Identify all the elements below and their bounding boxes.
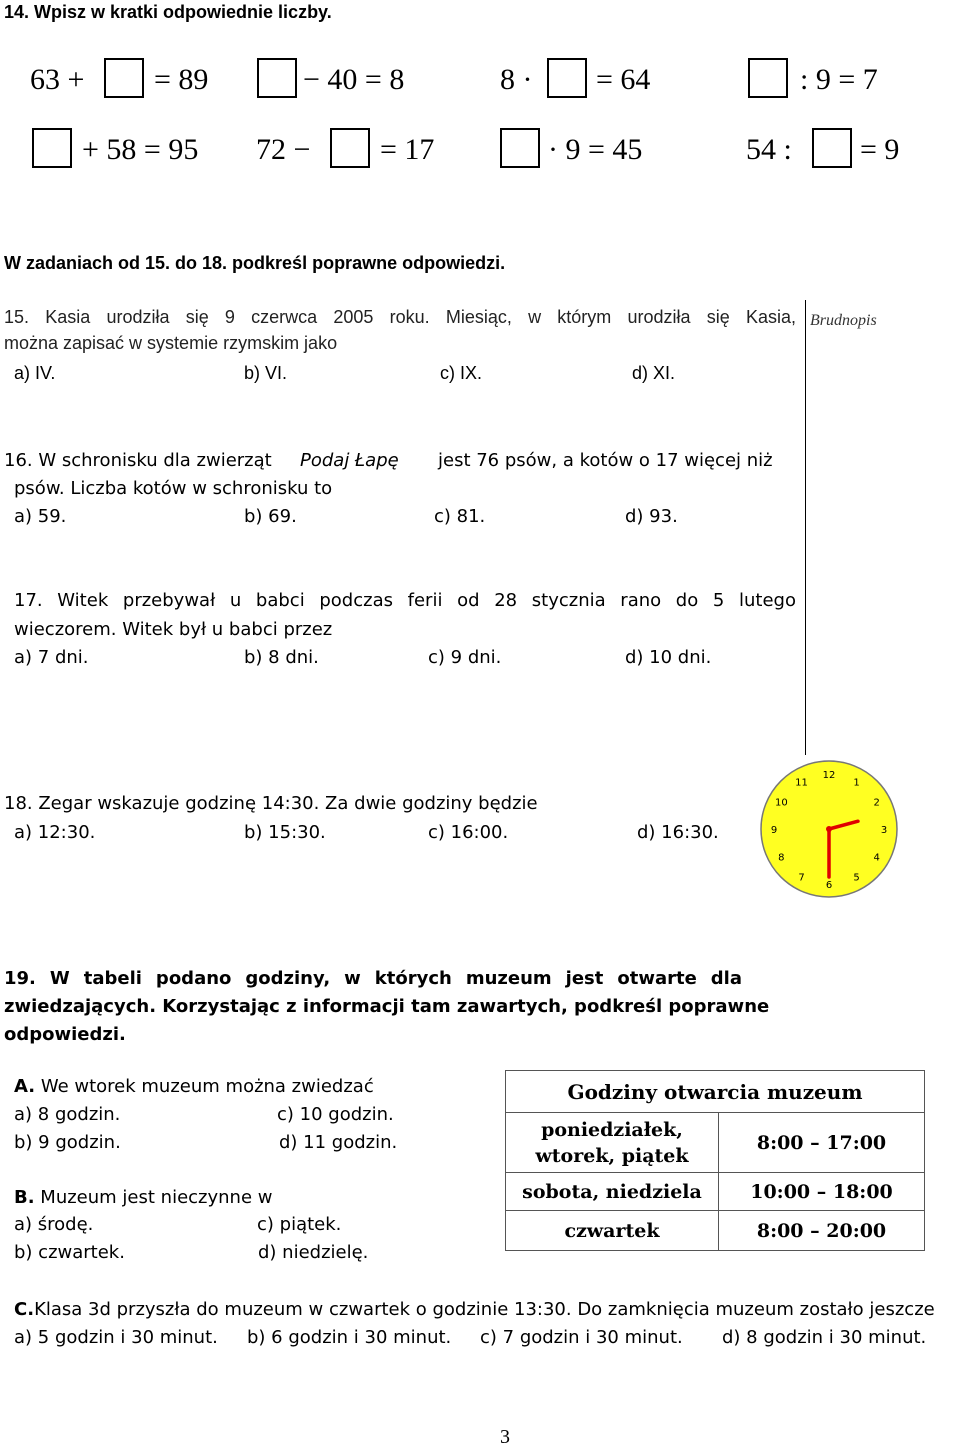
part-c-options [0, 1327, 960, 1351]
clock-number: 10 [775, 797, 788, 809]
option-b[interactable]: b) czwartek. [14, 1242, 125, 1263]
table-header-row [506, 1071, 925, 1113]
clock-center [826, 826, 832, 832]
option-c[interactable]: c) 9 dni. [428, 647, 502, 668]
part-c-question [14, 1299, 935, 1320]
option-b[interactable]: b) VI. [244, 363, 288, 383]
answer-box-6[interactable] [330, 128, 370, 168]
table-hours-cell: 8:00 – 20:00 [719, 1211, 925, 1251]
task-16-options [0, 506, 800, 530]
task-16-text-b: jest 76 psów, a kotów o 17 więcej niż [438, 450, 773, 471]
option-b[interactable]: b) 69. [244, 506, 297, 527]
eq6-left: 72 − [256, 133, 311, 166]
eq7-right: · 9 = 45 [548, 133, 643, 166]
task-19-line-2: zwiedzających. Korzystając z informacji tam zawartych, podkreśl poprawne [4, 996, 770, 1017]
instruction: W zadaniach od 15. do 18. podkreśl poprawne odpowiedzi. [4, 253, 506, 273]
task-19-line-3: odpowiedzi. [4, 1024, 126, 1045]
eq1-right: = 89 [154, 63, 209, 96]
option-d[interactable]: d) 11 godzin. [279, 1132, 398, 1153]
part-b-question [14, 1187, 272, 1208]
table-row [506, 1211, 925, 1251]
option-b[interactable]: b) 15:30. [244, 822, 326, 843]
shelter-name: Podaj Łapę [300, 450, 399, 471]
option-d[interactable]: d) 10 dni. [625, 647, 712, 668]
part-a-text: We wtorek muzeum można zwiedzać [40, 1076, 374, 1097]
task-14-title: 14. Wpisz w kratki odpowiednie liczby. [4, 2, 332, 22]
eq4-right: : 9 = 7 [800, 63, 878, 96]
clock-number: 9 [770, 825, 778, 836]
task-15-options [0, 363, 800, 387]
option-d[interactable]: d) 16:30. [637, 822, 719, 843]
task-19-line-1: 19. W tabeli podano godziny, w których muzeum jest otwarte dla [4, 968, 742, 989]
option-c[interactable]: c) 7 godzin i 30 minut. [480, 1327, 683, 1348]
eq2-right: − 40 = 8 [303, 63, 405, 96]
clock-number: 6 [825, 880, 833, 891]
option-a[interactable]: a) 59. [14, 506, 67, 527]
option-a[interactable]: a) środę. [14, 1214, 94, 1235]
clock-number: 8 [778, 852, 785, 864]
part-b-label: B. [14, 1187, 35, 1208]
table-days-cell: sobota, niedziela [506, 1173, 719, 1211]
option-c[interactable]: c) IX. [440, 363, 483, 383]
task-16-line-2: psów. Liczba kotów w schronisku to [14, 478, 333, 499]
option-a[interactable]: a) IV. [14, 363, 56, 383]
option-b[interactable]: b) 8 dni. [244, 647, 319, 668]
task-18-options [0, 822, 760, 846]
table-days-cell: czwartek [506, 1211, 719, 1251]
brudnopis-label: Brudnopis [810, 312, 877, 329]
option-a[interactable]: a) 7 dni. [14, 647, 89, 668]
clock-number: 12 [822, 770, 836, 781]
page-number: 3 [500, 1426, 510, 1448]
task-17-options [0, 647, 800, 671]
option-b[interactable]: b) 9 godzin. [14, 1132, 121, 1153]
eq8-left: 54 : [746, 133, 792, 166]
answer-box-5[interactable] [32, 128, 72, 168]
answer-box-8[interactable] [812, 128, 852, 168]
option-c[interactable]: c) 10 godzin. [277, 1104, 394, 1125]
clock-number: 4 [873, 852, 880, 864]
answer-box-2[interactable] [257, 58, 297, 98]
eq1-left: 63 + [30, 63, 85, 96]
table-row [506, 1173, 925, 1211]
table-row [506, 1113, 925, 1173]
task-15-line-1: 15. Kasia urodziła się 9 czerwca 2005 roku. Miesiąc, w którym urodziła się Kasia, [4, 307, 796, 327]
option-a[interactable]: a) 12:30. [14, 822, 96, 843]
part-a-question [14, 1076, 374, 1097]
table-hours-cell: 8:00 – 17:00 [719, 1113, 925, 1173]
clock-number: 7 [798, 872, 805, 884]
option-c[interactable]: c) 81. [434, 506, 486, 527]
eq8-right: = 9 [860, 133, 900, 166]
option-d[interactable]: d) niedzielę. [258, 1242, 369, 1263]
answer-box-4[interactable] [748, 58, 788, 98]
days-line-2: wtorek, piątek [535, 1144, 689, 1167]
answer-box-7[interactable] [500, 128, 540, 168]
option-a[interactable]: a) 5 godzin i 30 minut. [14, 1327, 218, 1348]
clock-number: 3 [880, 825, 888, 836]
clock-number: 2 [873, 797, 880, 809]
task-17-line-1: 17. Witek przebywał u babci podczas ferii od 28 stycznia rano do 5 lutego [14, 590, 796, 611]
option-c[interactable]: c) 16:00. [428, 822, 509, 843]
table-hours-cell: 10:00 – 18:00 [719, 1173, 925, 1211]
part-c-text: Klasa 3d przyszła do muzeum w czwartek o godzinie 13:30. Do zamknięcia muzeum zostało jeszcze [34, 1299, 935, 1320]
eq3-right: = 64 [596, 63, 651, 96]
days-line-1: poniedziałek, [541, 1118, 683, 1141]
option-d[interactable]: d) XI. [632, 363, 676, 383]
part-a-label: A. [14, 1076, 36, 1097]
task-17-line-2: wieczorem. Witek był u babci przez [14, 619, 333, 640]
clock-number: 5 [853, 872, 860, 884]
clock-number: 11 [795, 777, 808, 789]
answer-box-1[interactable] [104, 58, 144, 98]
brudnopis-divider [805, 300, 806, 755]
table-days-cell [506, 1113, 719, 1173]
eq3-left: 8 · [500, 63, 533, 96]
option-b[interactable]: b) 6 godzin i 30 minut. [247, 1327, 452, 1348]
museum-hours-table [505, 1070, 925, 1251]
option-d[interactable]: d) 93. [625, 506, 678, 527]
part-b-options [0, 1214, 500, 1270]
clock-number: 1 [853, 777, 860, 789]
task-16-text-a: 16. W schronisku dla zwierząt [4, 450, 272, 471]
answer-box-3[interactable] [547, 58, 587, 98]
part-a-options [0, 1104, 500, 1160]
table-header: Godziny otwarcia muzeum [506, 1071, 925, 1113]
eq5-right: + 58 = 95 [82, 133, 199, 166]
task-18-line-1: 18. Zegar wskazuje godzinę 14:30. Za dwie godziny będzie [4, 793, 538, 814]
part-c-label: C. [14, 1299, 35, 1320]
eq6-right: = 17 [380, 133, 435, 166]
option-a[interactable]: a) 8 godzin. [14, 1104, 121, 1125]
part-b-text: Muzeum jest nieczynne w [40, 1187, 273, 1208]
option-c[interactable]: c) piątek. [257, 1214, 342, 1235]
task-16-line-1 [4, 450, 796, 474]
clock-icon [758, 758, 900, 900]
option-d[interactable]: d) 8 godzin i 30 minut. [722, 1327, 927, 1348]
task-15-line-2: można zapisać w systemie rzymskim jako [4, 333, 338, 353]
